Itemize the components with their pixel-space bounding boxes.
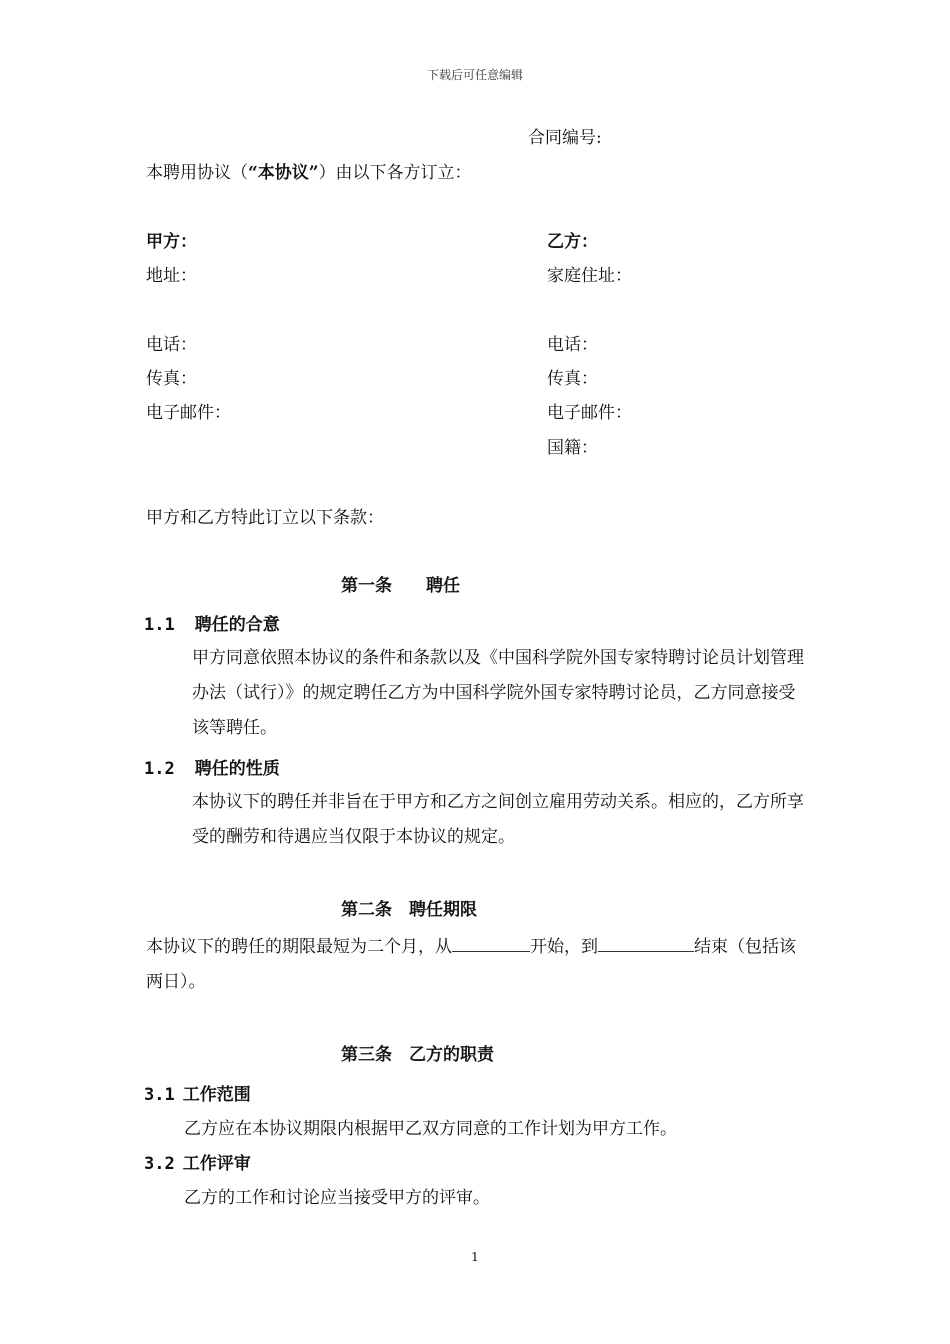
section-1-1-text: 甲方同意依照本协议的条件和条款以及《中国科学院外国专家特聘讨论员计划管理办法（试行）》的规定聘任乙方为中国科学院外国专家特聘讨论员，乙方同意接受该等聘任。 (192, 648, 804, 738)
party-b-fax: 传真： (547, 369, 598, 389)
party-b-address: 家庭住址： (547, 266, 632, 286)
page-number: 1 (471, 1250, 479, 1264)
section-3-1-text: 乙方应在本协议期限内根据甲乙双方同意的工作计划为甲方工作。 (184, 1119, 677, 1139)
section-3-2-heading (144, 1154, 251, 1174)
section-3-1-heading (144, 1085, 251, 1105)
section-3-2-text: 乙方的工作和讨论应当接受甲方的评审。 (184, 1188, 490, 1208)
section-1-2-heading (144, 759, 280, 779)
section-1-2-title: 聘任的性质 (194, 759, 280, 779)
article-1-title: 第一条 聘任 (341, 576, 460, 596)
party-a-address: 地址： (146, 266, 197, 286)
section-1-1-heading (144, 615, 280, 635)
agreement-line: 甲方和乙方特此订立以下条款： (146, 508, 384, 528)
party-a-title: 甲方： (146, 232, 197, 252)
party-b-nationality: 国籍： (547, 438, 598, 458)
party-b-phone: 电话： (547, 335, 598, 355)
article-2-text-b: 开始，到 (530, 937, 598, 957)
party-a-phone: 电话： (146, 335, 197, 355)
intro-quote: “本协议” (248, 163, 319, 183)
article-3-title: 第三条 乙方的职责 (341, 1045, 494, 1065)
end-date-blank (598, 933, 694, 952)
intro-pre: 本聘用协议（ (146, 163, 248, 183)
party-b-email: 电子邮件： (547, 403, 632, 423)
section-3-1-title: 工作范围 (182, 1085, 251, 1105)
intro-post: ）由以下各方订立： (318, 163, 472, 183)
section-1-1-number: 1.1 (144, 615, 175, 635)
contract-number-label: 合同编号: (528, 128, 602, 148)
article-2-text-a: 本协议下的聘任的期限最短为二个月，从 (146, 937, 452, 957)
start-date-blank (452, 933, 530, 952)
party-b-title: 乙方： (547, 232, 598, 252)
section-1-2-text: 本协议下的聘任并非旨在于甲方和乙方之间创立雇用劳动关系。相应的，乙方所享受的酬劳和待遇应当仅限于本协议的规定。 (192, 792, 804, 847)
article-2-title: 第二条 聘任期限 (341, 900, 477, 920)
article-2-text (146, 930, 812, 1000)
intro-line (146, 163, 472, 183)
section-1-2-number: 1.2 (144, 759, 175, 779)
section-3-1-number: 3.1 (144, 1085, 175, 1105)
article-2-text-c: 结束（包括该两日）。 (146, 937, 796, 992)
section-3-2-number: 3.2 (144, 1154, 175, 1174)
section-3-2-title: 工作评审 (182, 1154, 251, 1174)
section-1-1-title: 聘任的合意 (194, 615, 280, 635)
party-a-email: 电子邮件： (146, 403, 231, 423)
party-a-fax: 传真： (146, 369, 197, 389)
page-header: 下载后可任意编辑 (426, 68, 523, 82)
